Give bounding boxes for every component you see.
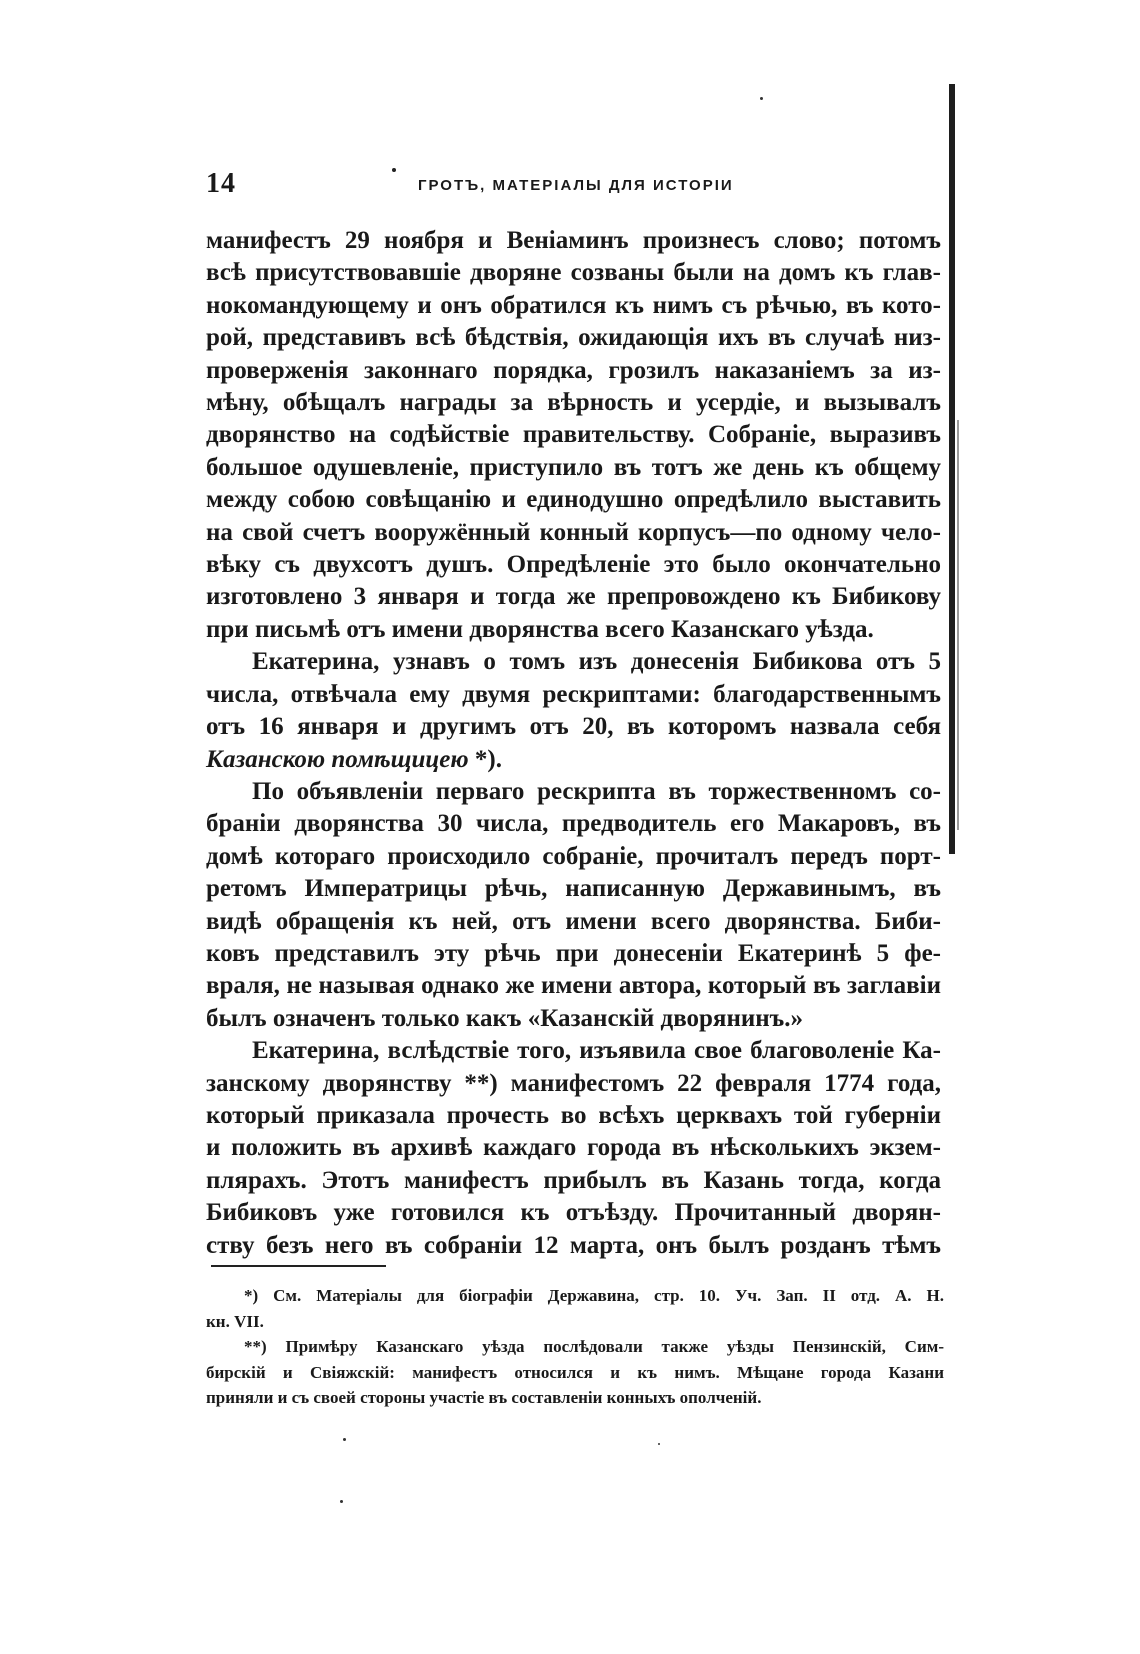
text-line: вѣку съ двухсотъ душъ. Опредѣленіе это было окончательно — [206, 551, 941, 579]
footnote-ref: *). — [468, 745, 502, 773]
text-line: между собою совѣщанію и единодушно опредѣлило выставить — [206, 486, 941, 514]
paragraph — [206, 646, 941, 776]
text-line: изготовлено 3 января и тогда же препровождено къ Бибикову — [206, 583, 941, 611]
text-line: Екатерина, вслѣдствіе того, изъявила свое благоволеніе Ка- — [252, 1037, 941, 1065]
italic-phrase: Казанскою помѣщицею — [206, 745, 469, 773]
text-line: числа, отвѣчала ему двумя рескриптами: благодарственнымъ — [206, 680, 941, 708]
paragraph — [206, 776, 941, 1035]
footnote-line: приняли и съ своей стороны участіе въ составленіи конныхъ ополченій. — [206, 1388, 762, 1407]
text-line: манифестъ 29 ноября и Веніаминъ произнесъ слово; потомъ — [206, 227, 941, 254]
footnote — [206, 1334, 944, 1411]
text-line: который приказала прочесть во всѣхъ церквахъ той губерніи — [206, 1101, 941, 1129]
text-line: браніи дворянства 30 числа, предводитель его Макаровъ, въ — [206, 810, 941, 838]
text-line: занскому дворянству **) манифестомъ 22 февраля 1774 года, — [206, 1069, 941, 1097]
text-line: большое одушевленіе, приступило въ тотъ же день къ общему — [206, 453, 941, 481]
text-line: враля, не называя однако же имени автора, который въ заглавіи — [206, 972, 941, 1000]
text-line: былъ означенъ только какъ «Казанскій дворянинъ.» — [206, 1004, 803, 1032]
footnote-line: **) Примѣру Казанскаго уѣзда послѣдовали также уѣзды Пензинскій, Сим- — [244, 1337, 944, 1356]
text-line: мѣну, обѣщалъ награды за вѣрность и усердіе, и вызывалъ — [206, 389, 941, 417]
text-line: проверженія законнаго порядка, грозилъ наказаніемъ за из- — [206, 356, 941, 384]
print-speck — [340, 1500, 343, 1503]
text-line: дворянство на содѣйствіе правительству. Собраніе, выразивъ — [206, 421, 941, 449]
text-line: отъ 16 января и другимъ отъ 20, въ которомъ назвала себя — [206, 713, 941, 741]
page-header — [206, 168, 946, 208]
text-line: плярахъ. Этотъ манифестъ прибылъ въ Казань тогда, когда — [206, 1166, 941, 1194]
text-line: при письмѣ отъ имени дворянства всего Казанскаго уѣзда. — [206, 615, 874, 643]
text-line: нокомандующему и онъ обратился къ нимъ съ рѣчью, въ кото- — [206, 291, 941, 319]
footnote-rule — [211, 1265, 386, 1267]
page-number: 14 — [206, 168, 236, 199]
text-line: домѣ котораго происходило собраніе, прочиталъ передъ порт- — [206, 842, 941, 870]
main-text — [206, 225, 941, 1262]
footnote-line: *) См. Матеріалы для біографіи Державина, стр. 10. Уч. Зап. II отд. А. Н. — [244, 1286, 944, 1305]
text-line: и положить въ архивѣ каждаго города въ нѣсколькихъ экзем- — [206, 1134, 941, 1162]
text-line: По объявленіи перваго рескрипта въ торжественномъ со- — [252, 777, 941, 805]
footnote-line: бирскій и Свіяжскій: манифестъ относился и къ нимъ. Мѣщане города Казани — [206, 1362, 944, 1382]
header-dot — [392, 168, 396, 172]
binding-edge-shadow — [957, 420, 959, 830]
print-speck — [343, 1438, 346, 1441]
text-line: рой, представивъ всѣ бѣдствія, ожидающія ихъ въ случаѣ низ- — [206, 324, 941, 352]
footnotes — [206, 1283, 944, 1411]
print-speck — [760, 97, 763, 100]
footnote-line: кн. VII. — [206, 1311, 264, 1331]
print-speck — [658, 1443, 660, 1445]
text-line: ковъ представилъ эту рѣчь при донесеніи Екатеринѣ 5 фе- — [206, 939, 941, 967]
running-head: ГРОТЪ, МАТЕРІАЛЫ ДЛЯ ИСТОРІИ — [418, 177, 734, 194]
text-line: Бибиковъ уже готовился къ отъѣзду. Прочитанный дворян- — [206, 1199, 941, 1227]
paragraph — [206, 225, 941, 646]
text-line: Екатерина, узнавъ о томъ изъ донесенія Бибикова отъ 5 — [252, 648, 941, 676]
text-line: ретомъ Императрицы рѣчь, написанную Державинымъ, въ — [206, 875, 941, 903]
text-line: на свой счетъ вооружённый конный корпусъ—по одному чело- — [206, 518, 941, 546]
text-line: всѣ присутствовавшіе дворяне созваны были на домъ къ глав- — [206, 259, 941, 287]
text-line: видѣ обращенія къ ней, отъ имени всего дворянства. Биби- — [206, 907, 941, 935]
binding-edge — [949, 84, 955, 854]
paragraph — [206, 1035, 941, 1262]
text-line: ству безъ него въ собраніи 12 марта, онъ былъ розданъ тѣмъ — [206, 1231, 941, 1259]
text-line — [206, 744, 941, 776]
footnote — [206, 1283, 944, 1334]
